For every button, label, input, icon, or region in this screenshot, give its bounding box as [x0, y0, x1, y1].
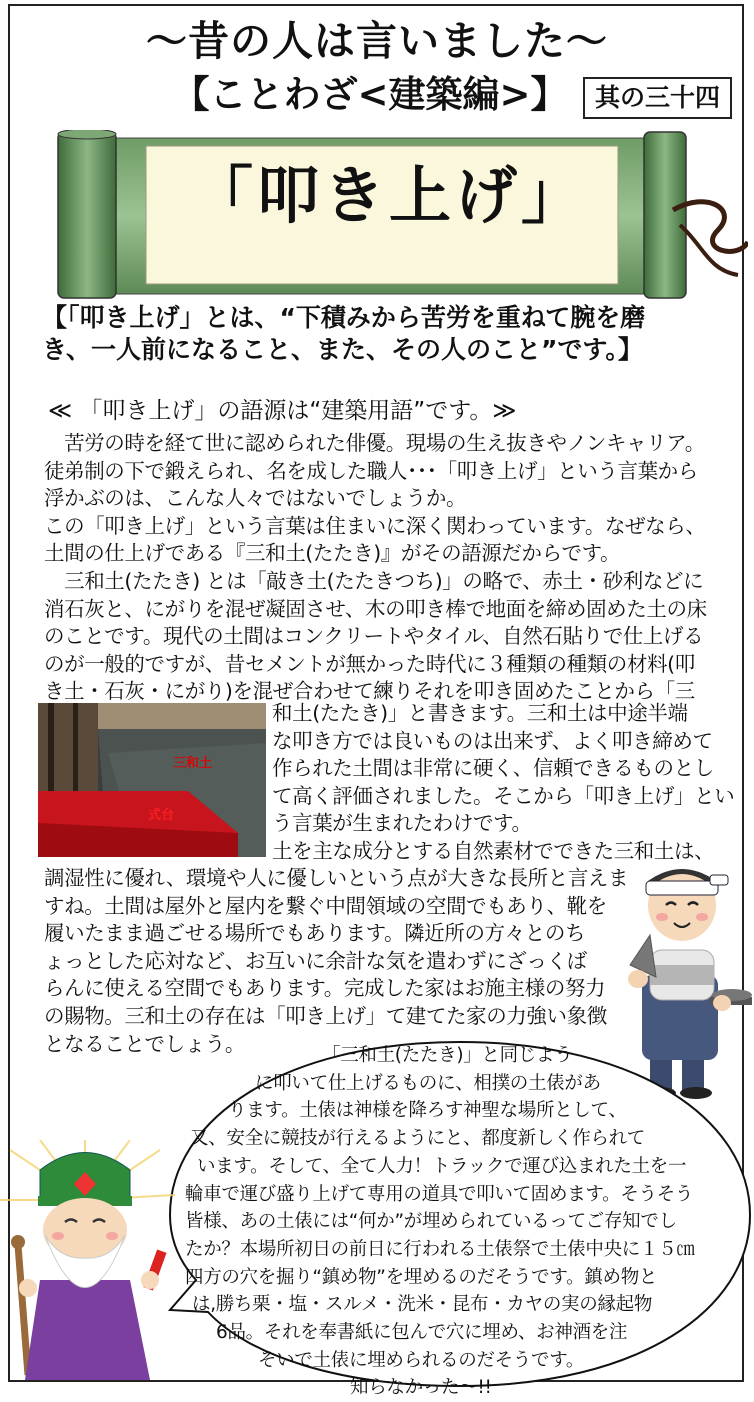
body-line: らんに使える空間でもあります。完成した家はお施主様の努力 — [44, 976, 606, 1001]
bubble-line: に叩いて仕上げるものに、相撲の土俵があ — [255, 1072, 601, 1094]
definition-line: き、一人前になること、また、その人のこと”です。】 — [42, 335, 643, 364]
bubble-line: 四方の穴を掘り“鎮め物”を埋めるのだそうです。鎮め物と — [185, 1266, 658, 1288]
photo-label-floor: 三和土 — [173, 756, 213, 771]
body-line: ょっとした応対など、お互いに余計な気を遣わずにざっくば — [44, 948, 587, 973]
body-line: う言葉が生まれたわけです。 — [272, 811, 532, 836]
body-paragraph — [272, 700, 742, 866]
body-line: のが一般的ですが、昔セメントが無かった時代に３種類の種類の材料(叩 — [44, 651, 695, 676]
body-line: 作られた土間は非常に硬く、信頼できるものとし — [272, 756, 714, 781]
body-line: 苦労の時を経て世に認められた俳優。現場の生え抜きやノンキャリア。 — [44, 431, 705, 455]
page-subtitle: 【ことわざ<建築編>】 — [172, 73, 568, 116]
body-line: 調湿性に優れ、環境や人に優しいという点が大きな長所と言えま — [44, 866, 629, 890]
scroll-title: 「叩き上げ」 — [190, 159, 587, 232]
bubble-line: 輪車で運び盛り上げて専用の道具で叩いて固めます。そうそう — [185, 1183, 694, 1205]
photo-label-step: 式台 — [148, 808, 175, 823]
body-line: すね。土間は屋外と屋内を繋ぐ中間領域の空間でもあり、靴を — [44, 893, 607, 918]
definition-line: 【「叩き上げ」とは、“下積みから苦労を重ねて腕を磨 — [42, 303, 646, 332]
body-line: 履いたまま過ごせる場所でもあります。隣近所の方々とのち — [44, 921, 586, 946]
old-sage-icon — [0, 1140, 190, 1380]
issue-badge: 其の三十四 — [583, 77, 732, 119]
tataki-photo — [38, 703, 266, 857]
body-line: て高く評価されました。そこから「叩き上げ」とい — [272, 783, 735, 808]
section-heading: ≪ 「叩き上げ」の語源は“建築用語”です。≫ — [48, 398, 517, 424]
body-line: となることでしょう。 — [44, 1031, 245, 1056]
body-line: 徒弟制の下で鍛えられ、名を成した職人･･･「叩き上げ」という言葉から — [44, 458, 698, 483]
body-paragraph — [44, 430, 740, 706]
bubble-line: 知らなかった～!! — [350, 1377, 492, 1399]
body-line: 土を主な成分とする自然素材でできた三和土は、 — [272, 838, 715, 863]
body-line: き土・石灰・にがり)を混ぜ合わせて練りそれを叩き固めたことから「三 — [44, 679, 695, 704]
body-line: 浮かぶのは、こんな人々ではないでしょうか。 — [44, 486, 467, 511]
bubble-line: そいで土俵に埋められるのだそうです。 — [258, 1349, 585, 1371]
bubble-line: 皆様、あの土俵には“何か”が埋められているってご存知でし — [185, 1211, 677, 1233]
bubble-line: 6品。それを奉書紙に包んで穴に埋め、お神酒を注 — [216, 1322, 628, 1344]
body-line: 三和土(たたき) とは「敲き土(たたきつち)」の略で、赤土・砂利などに — [44, 568, 704, 593]
body-line: のことです。現代の土間はコンクリートやタイル、自然石貼りで仕上げる — [44, 624, 704, 649]
bubble-line: 「三和土(たたき)」と同じよう — [322, 1045, 573, 1066]
page-title: ～昔の人は言いました～ — [146, 17, 608, 65]
bubble-line: は,勝ち栗・塩・スルメ・洗米・昆布・カヤの実の縁起物 — [192, 1294, 653, 1316]
body-line: 和土(たたき)」と書きます。三和土は中途半端 — [272, 701, 688, 725]
body-line: の賜物。三和土の存在は「叩き上げ」て建てた家の力強い象徴 — [44, 1003, 607, 1028]
body-paragraph — [44, 865, 649, 1058]
body-line: この「叩き上げ」という言葉は住まいに深く関わっています。なぜなら、 — [44, 513, 706, 538]
body-line: 消石灰と、にがりを混ぜ凝固させ、木の叩き棒で地面を締め固めた土の床 — [44, 596, 707, 621]
bubble-line: います。そして、全て人力！トラックで運び込まれた土を一 — [197, 1155, 687, 1177]
body-line: な叩き方では良いものは出来ず、よく叩き締めて — [272, 728, 713, 753]
bubble-line: 又、安全に競技が行えるようにと、都度新しく作られて — [190, 1128, 646, 1150]
body-line: 土間の仕上げである『三和土(たたき)』がその語源だからです。 — [44, 541, 621, 566]
definition — [42, 302, 742, 366]
bubble-line: ります。土俵は神様を降ろす神聖な場所として、 — [228, 1100, 627, 1122]
bubble-line: たか？本場所初日の前日に行われる土俵祭で土俵中央に１５㎝ — [185, 1238, 695, 1260]
